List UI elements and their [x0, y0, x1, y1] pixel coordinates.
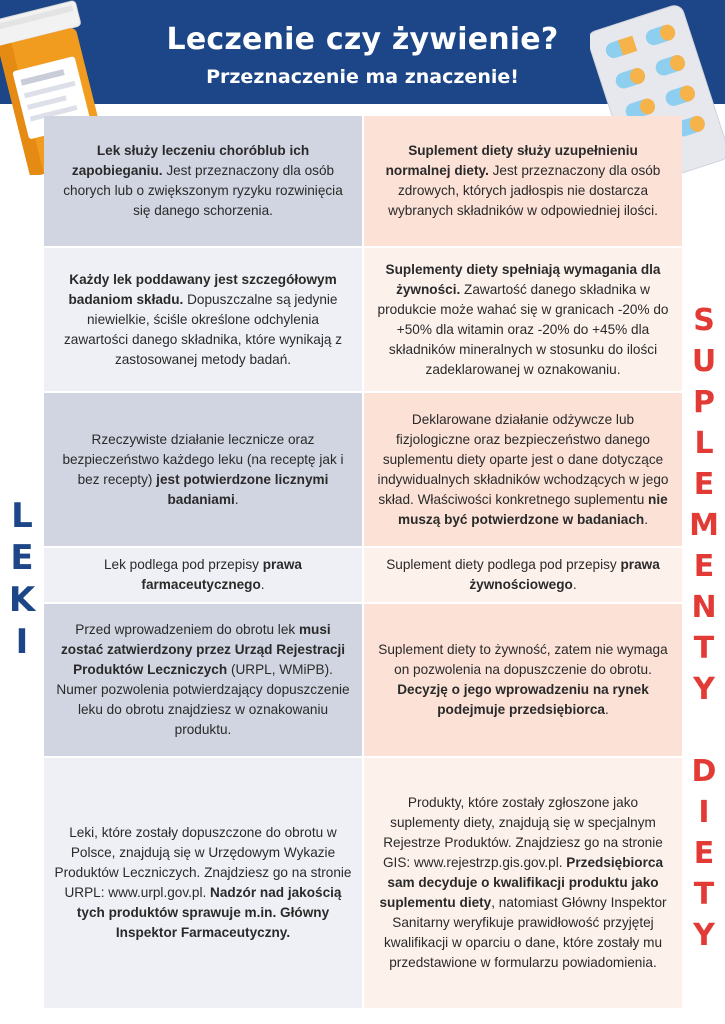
- text-segment: Lek podlega pod przepisy: [103, 557, 263, 572]
- side-letter: I: [15, 622, 29, 662]
- suplementy-row-1: [364, 116, 682, 246]
- cell-text: [54, 555, 352, 595]
- side-letter: Y: [693, 672, 715, 707]
- cell-text: [374, 260, 672, 380]
- leki-row-1: [44, 116, 362, 246]
- bold-text-segment: Nadzór nad jakością tych produktów sprawuje m.in. Główny Inspektor Farmaceutyczny.: [76, 885, 342, 940]
- side-letter: L: [11, 496, 33, 536]
- cell-text: [54, 141, 352, 221]
- leki-row-4: [44, 548, 362, 602]
- bold-text-segment: Decyzję o jego wprowadzeniu na rynek podejmuje przedsiębiorca: [397, 682, 649, 717]
- side-letter: T: [693, 631, 715, 666]
- cell-text: [374, 640, 672, 720]
- cell-text: [54, 620, 352, 740]
- side-letter: T: [693, 877, 715, 912]
- side-letter: E: [693, 549, 715, 584]
- side-letter: E: [693, 836, 715, 871]
- side-label-leki: [2, 495, 42, 663]
- text-segment: Przed wprowadzeniem do obrotu lek: [75, 622, 299, 637]
- bold-text-segment: nie muszą być potwierdzone w badaniach: [397, 491, 668, 527]
- leki-row-2: [44, 248, 362, 391]
- text-segment: Produkty, które zostały zgłoszone jako suplementy diety, znajdują się w specjalnym Rejestrze Produktów. Znajdziesz go na stronie GIS: www.rejestrzp.gis.gov.pl.: [382, 795, 663, 870]
- bold-text-segment: prawa farmaceutycznego: [141, 557, 302, 592]
- text-segment: Dopuszczalne są jedynie niewielkie, ściśle określone odchylenia zawartości danego składnika, które wynikają z zastosowanej metody badań.: [63, 291, 343, 367]
- text-segment: Deklarowane działanie odżywcze lub fizjologiczne oraz bezpieczeństwo danego suplementu diety oparte jest o dane dotyczące indywidualnych składników wchodzących w jego skład. Właściwości konkretnego suplementu: [377, 411, 669, 507]
- suplementy-row-3: [364, 393, 682, 546]
- cell-text: [54, 823, 352, 943]
- cell-text: [374, 555, 672, 595]
- text-segment: Jest przeznaczony dla osób zdrowych, których jadłospis nie dostarcza wybranych składników w odpowiedniej ilości.: [388, 163, 661, 218]
- side-letter: E: [693, 467, 715, 502]
- page-title: Leczenie czy żywienie?: [166, 22, 559, 57]
- leki-row-5: [44, 604, 362, 756]
- bold-text-segment: Każdy lek poddawany jest szczegółowym badaniom składu.: [68, 271, 337, 307]
- bold-text-segment: Lek służy leczeniu chorób: [96, 143, 266, 158]
- text-segment: Suplement diety podlega pod przepisy: [386, 557, 621, 572]
- text-segment: .: [572, 577, 577, 592]
- text-segment: .: [644, 511, 649, 527]
- bold-text-segment: Suplementy diety spełniają wymagania dla żywności.: [385, 261, 661, 297]
- bold-text-segment: Przedsiębiorca sam decyduje o kwalifikacji produktu jako suplementu diety: [379, 855, 664, 910]
- text-segment: .: [234, 491, 239, 507]
- side-letter: D: [691, 754, 717, 789]
- cell-text: [54, 430, 352, 510]
- side-label-suplementy-diety: [684, 300, 724, 956]
- text-segment: Jest przeznaczony dla osób chorych lub o zwiększonym ryzyku rozwinięcia się danego schorzenia.: [63, 163, 343, 218]
- side-letter: Y: [693, 918, 715, 953]
- cell-text: [374, 793, 672, 973]
- side-letter: U: [691, 344, 717, 379]
- text-segment: Zawartość danego składnika w produkcie może wahać się w granicach -20% do +50% dla witamin oraz -20% do +45% dla składników mineralnych w stosunku do ilości zadeklarowanej w oznakowaniu.: [377, 281, 669, 377]
- suplementy-row-5: [364, 604, 682, 756]
- text-segment: (URPL, WMiPB). Numer pozwolenia potwierdzający dopuszczenie leku do obrotu znajdziesz w oznakowaniu produktu.: [56, 662, 350, 737]
- suplementy-row-2: [364, 248, 682, 391]
- text-segment: Suplement diety to żywność, zatem nie wymaga on pozwolenia na dopuszczenie do obrotu.: [378, 642, 668, 677]
- leki-row-6: [44, 758, 362, 1008]
- text-segment: Rzeczywiste działanie lecznicze oraz bezpieczeństwo każdego leku (na receptę jak i bez recepty): [62, 431, 344, 487]
- bold-text-segment: musi zostać zatwierdzony przez Urząd Rejestracji Produktów Leczniczych: [60, 622, 346, 677]
- bold-text-segment: Suplement diety służy uzupełnieniu normalnej diety.: [385, 143, 638, 178]
- side-letter: N: [691, 590, 717, 625]
- text-segment: .: [604, 702, 609, 717]
- side-letter: S: [693, 303, 715, 338]
- page-subtitle: Przeznaczenie ma znaczenie!: [206, 66, 519, 88]
- cell-text: [374, 410, 672, 530]
- text-segment: Leki, które zostały dopuszczone do obrotu w Polsce, znajdują się w Urzędowym Wykazie Produktów Leczniczych. Znajdziesz go na stronie URPL: www.urpl.gov.pl.: [54, 825, 352, 900]
- bold-text-segment: lub ich zapobieganiu.: [71, 143, 310, 178]
- side-letter: L: [694, 426, 714, 461]
- cell-text: [54, 270, 352, 370]
- leki-row-3: [44, 393, 362, 546]
- suplementy-row-6: [364, 758, 682, 1008]
- side-letter: P: [693, 385, 715, 420]
- text-segment: , natomiast Główny Inspektor Sanitarny weryfikuje prawidłowość przyjętej kwalifikacji w oparciu o dane, które zostały mu przedstawione w formularzu powiadomienia.: [383, 895, 667, 970]
- side-letter: K: [8, 580, 36, 620]
- text-segment: .: [260, 577, 265, 592]
- suplementy-row-4: [364, 548, 682, 602]
- cell-text: [374, 141, 672, 221]
- side-letter: [684, 710, 724, 751]
- side-letter: E: [10, 538, 34, 578]
- bold-text-segment: prawa żywnościowego: [469, 557, 660, 592]
- side-letter: I: [698, 795, 710, 830]
- bold-text-segment: jest potwierdzone licznymi badaniami: [156, 471, 329, 507]
- side-letter: M: [689, 508, 719, 543]
